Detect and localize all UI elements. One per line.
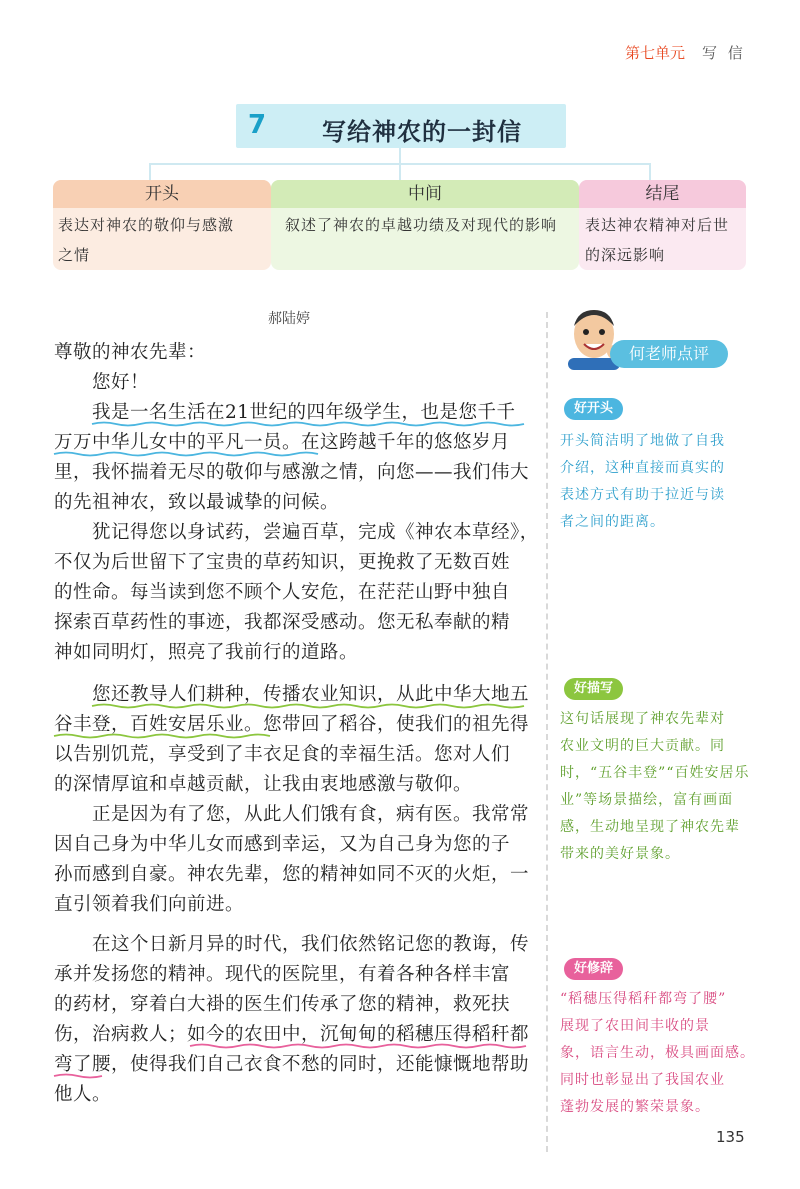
- letter-hello: 您好！: [92, 372, 150, 393]
- letter-line: 因自己身为中华儿女而感到幸运，又为自己身为您的子: [54, 834, 511, 855]
- comment-tag-good-rhetoric: 好修辞: [564, 958, 623, 980]
- lesson-number: 7: [248, 110, 267, 140]
- letter-line: 他人。: [54, 1084, 112, 1105]
- letter-line: 在这个日新月异的时代，我们依然铭记您的教诲，传: [92, 934, 530, 955]
- structure-text-middle: 叙述了神农的卓越功绩及对现代的影响: [285, 216, 558, 234]
- letter-line: 正是因为有了您，从此人们饿有食，病有医。我常常: [92, 804, 530, 825]
- underline-opening: [54, 423, 524, 456]
- letter-line: 以告别饥荒，享受到了丰衣足食的幸福生活。您对人们: [54, 744, 511, 765]
- letter-line: 犹记得您以身试药，尝遍百草，完成《神农本草经》，: [92, 522, 539, 543]
- letter-line: 我是一名生活在21世纪的四年级学生，也是您千千: [92, 402, 516, 423]
- lesson-title: 写给神农的一封信: [322, 118, 522, 146]
- letter-line: 的性命。每当读到您不顾个人安危，在茫茫山野中独自: [54, 582, 511, 603]
- letter-line: 万万中华儿女中的平凡一员。在这跨越千年的悠悠岁月: [54, 432, 511, 453]
- page-number: 135: [716, 1128, 745, 1146]
- letter-line: 弯了腰，使得我们自己衣食不愁的同时，还能慷慨地帮助: [54, 1054, 530, 1075]
- underline-description: [54, 705, 524, 738]
- letter-line: 探索百草药性的事迹，我都深受感动。您无私奉献的精: [54, 612, 511, 633]
- comment-text-good-description: 这句话展现了神农先辈对 农业文明的巨大贡献。同 时，“五谷丰登”“百姓安居乐 业”等场景描绘，富有画面 感，生动地呈现了神农先辈 带来的美好景象。: [560, 711, 750, 862]
- author-name: 郝陆婷: [268, 311, 310, 327]
- structure-text-opening: 表达对神农的敬仰与感激 之情: [58, 216, 235, 264]
- teacher-comment-badge: 何老师点评: [610, 340, 728, 368]
- letter-line: 的药材，穿着白大褂的医生们传承了您的精神，救死扶: [54, 994, 511, 1015]
- sidebar-divider: [546, 312, 548, 1152]
- letter-line: 承并发扬您的精神。现代的医院里，有着各种各样丰富: [54, 964, 511, 985]
- structure-label-middle: 中间: [271, 180, 579, 208]
- letter-line: 孙而感到自豪。神农先辈，您的精神如同不灭的火炬，一: [54, 864, 530, 885]
- letter-line: 直引领着我们向前进。: [54, 894, 245, 915]
- structure-text-ending: 表达神农精神对后世 的深远影响: [585, 216, 730, 264]
- letter-line: 谷丰登，百姓安居乐业。您带回了稻谷，使我们的祖先得: [54, 714, 530, 735]
- letter-line: 您还教导人们耕种，传播农业知识，从此中华大地五: [92, 684, 530, 705]
- comment-text-good-rhetoric: “稻穗压得稻秆都弯了腰” 展现了农田间丰收的景 象，语言生动，极具画面感。 同时也彰显出了我国农业 蓬勃发展的繁荣景象。: [560, 991, 755, 1115]
- comment-tag-good-opening: 好开头: [564, 398, 623, 420]
- letter-line: 神如同明灯，照亮了我前行的道路。: [54, 642, 359, 663]
- letter-line: 不仅为后世留下了宝贵的草药知识，更挽救了无数百姓: [54, 552, 511, 573]
- comment-tag-good-description: 好描写: [564, 678, 623, 700]
- letter-line: 伤，治病救人；如今的农田中，沉甸甸的稻穗压得稻秆都: [54, 1024, 530, 1045]
- letter-line: 的先祖神农，致以最诚挚的问候。: [54, 492, 340, 513]
- structure-label-ending: 结尾: [579, 180, 746, 208]
- letter-line: 里，我怀揣着无尽的敬仰与感激之情，向您——我们伟大: [54, 462, 530, 483]
- comment-text-good-opening: 开头简洁明了地做了自我 介绍，这种直接而真实的 表述方式有助于拉近与读 者之间的距离。: [560, 433, 725, 530]
- letter-greeting: 尊敬的神农先辈：: [54, 342, 207, 363]
- letter-line: 的深情厚谊和卓越贡献，让我由衷地感激与敬仰。: [54, 774, 473, 795]
- structure-label-opening: 开头: [53, 180, 271, 208]
- unit-label: 第七单元: [625, 44, 686, 62]
- underline-rhetoric: [54, 1045, 526, 1078]
- section-label: 写 信: [702, 44, 746, 62]
